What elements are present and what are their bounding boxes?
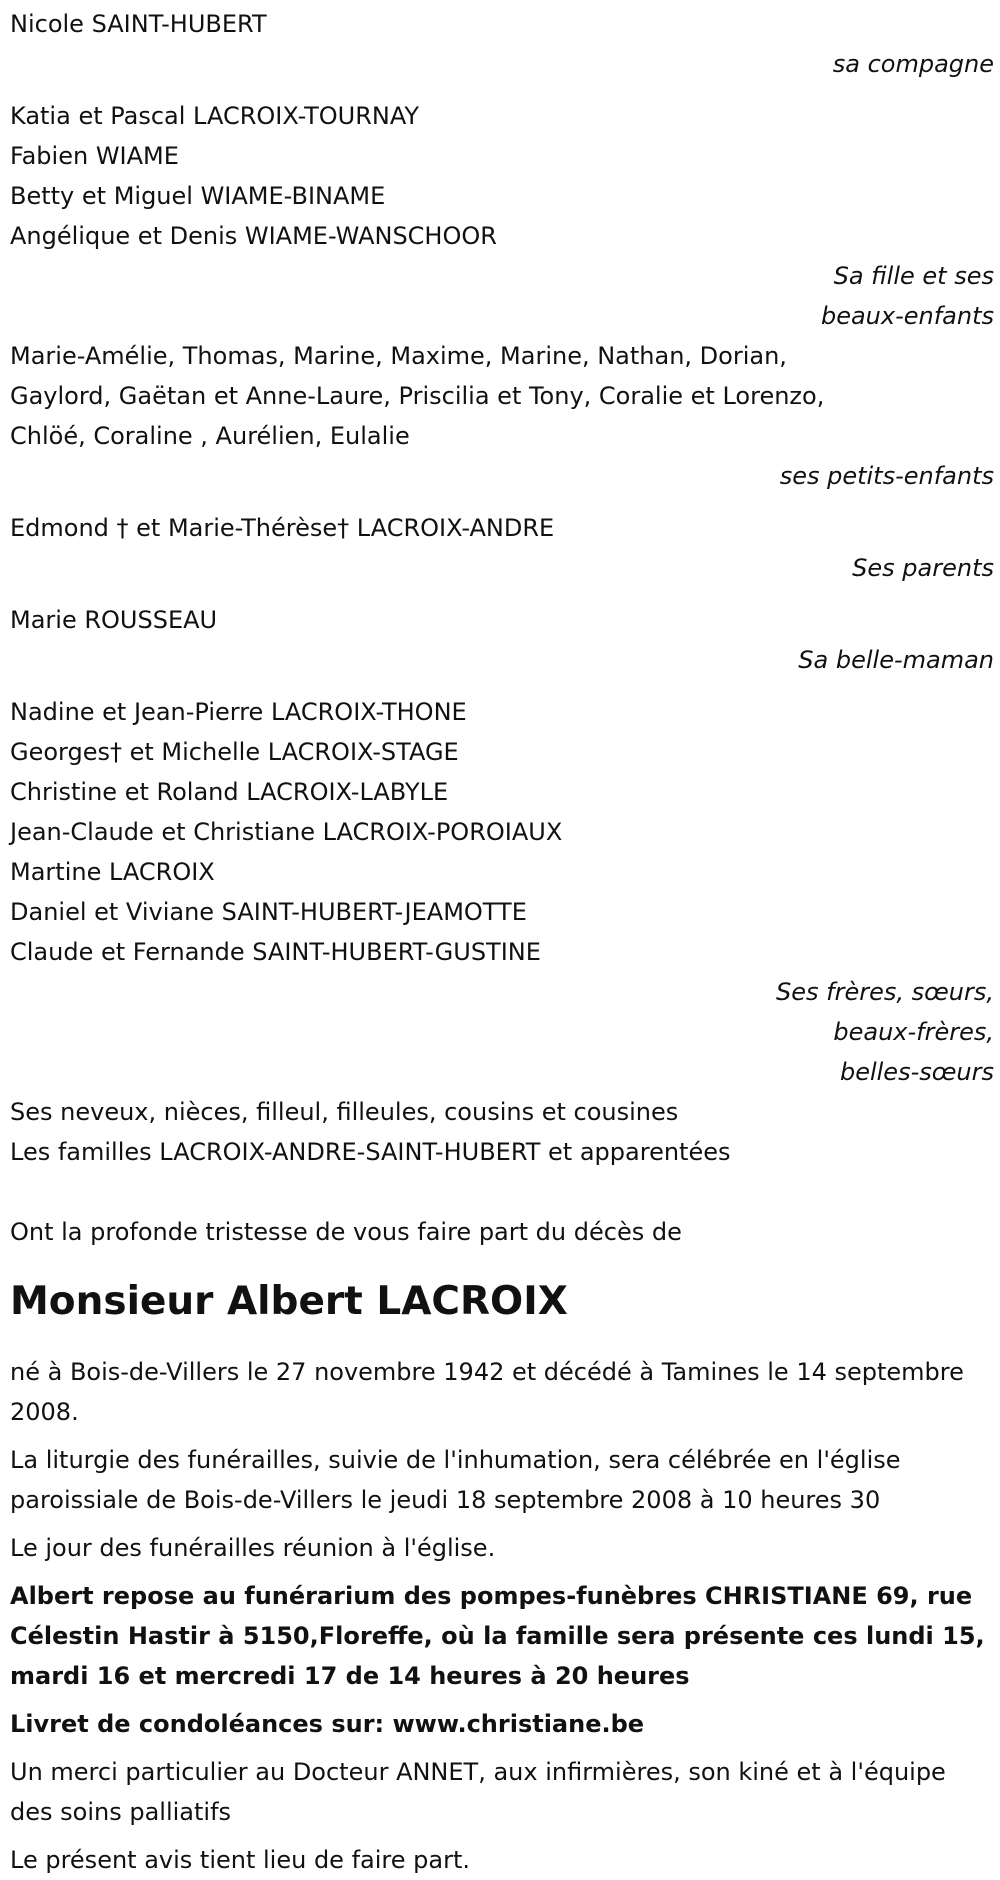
family-name-line: Martine LACROIX [10,858,215,886]
announcement [10,1212,994,1252]
family-name-line: Georges† et Michelle LACROIX-STAGE [10,738,459,766]
family-name-line: Claude et Fernande SAINT-HUBERT-GUSTINE [10,938,541,966]
relation-label: sa compagne [832,50,994,78]
thanks-text: Un merci particulier au Docteur ANNET, aux infirmières, son kiné et à l'équipe des soins palliatifs [10,1758,946,1826]
deceased-name: Monsieur Albert LACROIX [10,1279,568,1324]
relation-label: Sa fille et ses [833,262,994,290]
extended-family-line: Ses neveux, nièces, filleul, filleules, cousins et cousines [10,1098,679,1126]
extended-family-line: Les familles LACROIX-ANDRE-SAINT-HUBERT et apparentées [10,1138,731,1166]
relation-label: belles-sœurs [839,1058,994,1086]
family-group-siblings [10,692,994,1092]
family-name-list: Marie-Amélie, Thomas, Marine, Maxime, Marine, Nathan, Dorian, Gaylord, Gaëtan et Anne-Laure, Priscilia et Tony, Coralie et Lorenzo, Chlöé, Coraline , Aurélien, Eulalie [10,342,825,450]
family-group-grandchildren [10,336,994,496]
meeting-text: Le jour des funérailles réunion à l'église. [10,1534,496,1562]
relation-label: beaux-frères, [833,1018,994,1046]
announcement-text: Ont la profonde tristesse de vous faire part du décès de [10,1218,682,1246]
birth-death-text: né à Bois-de-Villers le 27 novembre 1942 et décédé à Tamines le 14 septembre 2008. [10,1358,964,1426]
liturgy-text: La liturgie des funérailles, suivie de l'inhumation, sera célébrée en l'église paroissiale de Bois-de-Villers le jeudi 18 septembre 2008 à 10 heures 30 [10,1446,901,1514]
family-group-children [10,96,994,336]
family-name-line: Marie ROUSSEAU [10,606,218,634]
notice-text: Le présent avis tient lieu de faire part. [10,1846,470,1874]
family-name-line: Nadine et Jean-Pierre LACROIX-THONE [10,698,467,726]
relation-label: Ses parents [852,554,994,582]
family-name-line: Jean-Claude et Christiane LACROIX-POROIAUX [10,818,563,846]
relation-label: Sa belle-maman [798,646,994,674]
family-name-line: Betty et Miguel WIAME-BINAME [10,182,386,210]
family-group-companion [10,4,994,84]
family-name-line: Katia et Pascal LACROIX-TOURNAY [10,102,420,130]
funeral-home-text: Albert repose au funérarium des pompes-funèbres CHRISTIANE 69, rue Célestin Hastir à 5150,Floreffe, où la famille sera présente ces lundi 15, mardi 16 et mercredi 17 de 14 heures à 20 heures [10,1582,985,1690]
family-name-line: Angélique et Denis WIAME-WANSCHOOR [10,222,497,250]
extended-family [10,1092,994,1172]
family-name-line: Christine et Roland LACROIX-LABYLE [10,778,449,806]
family-group-parents [10,508,994,588]
family-name-line: Nicole SAINT-HUBERT [10,10,267,38]
funeral-details [10,1352,994,1880]
family-name-line: Fabien WIAME [10,142,179,170]
condolences-text: Livret de condoléances sur: www.christiane.be [10,1710,645,1738]
family-group-mother-in-law [10,600,994,680]
family-name-line: Daniel et Viviane SAINT-HUBERT-JEAMOTTE [10,898,527,926]
family-name-line: Edmond † et Marie-Thérèse† LACROIX-ANDRE [10,514,555,542]
relation-label: ses petits-enfants [779,462,994,490]
relation-label: Ses frères, sœurs, [776,978,994,1006]
relation-label: beaux-enfants [820,302,994,330]
